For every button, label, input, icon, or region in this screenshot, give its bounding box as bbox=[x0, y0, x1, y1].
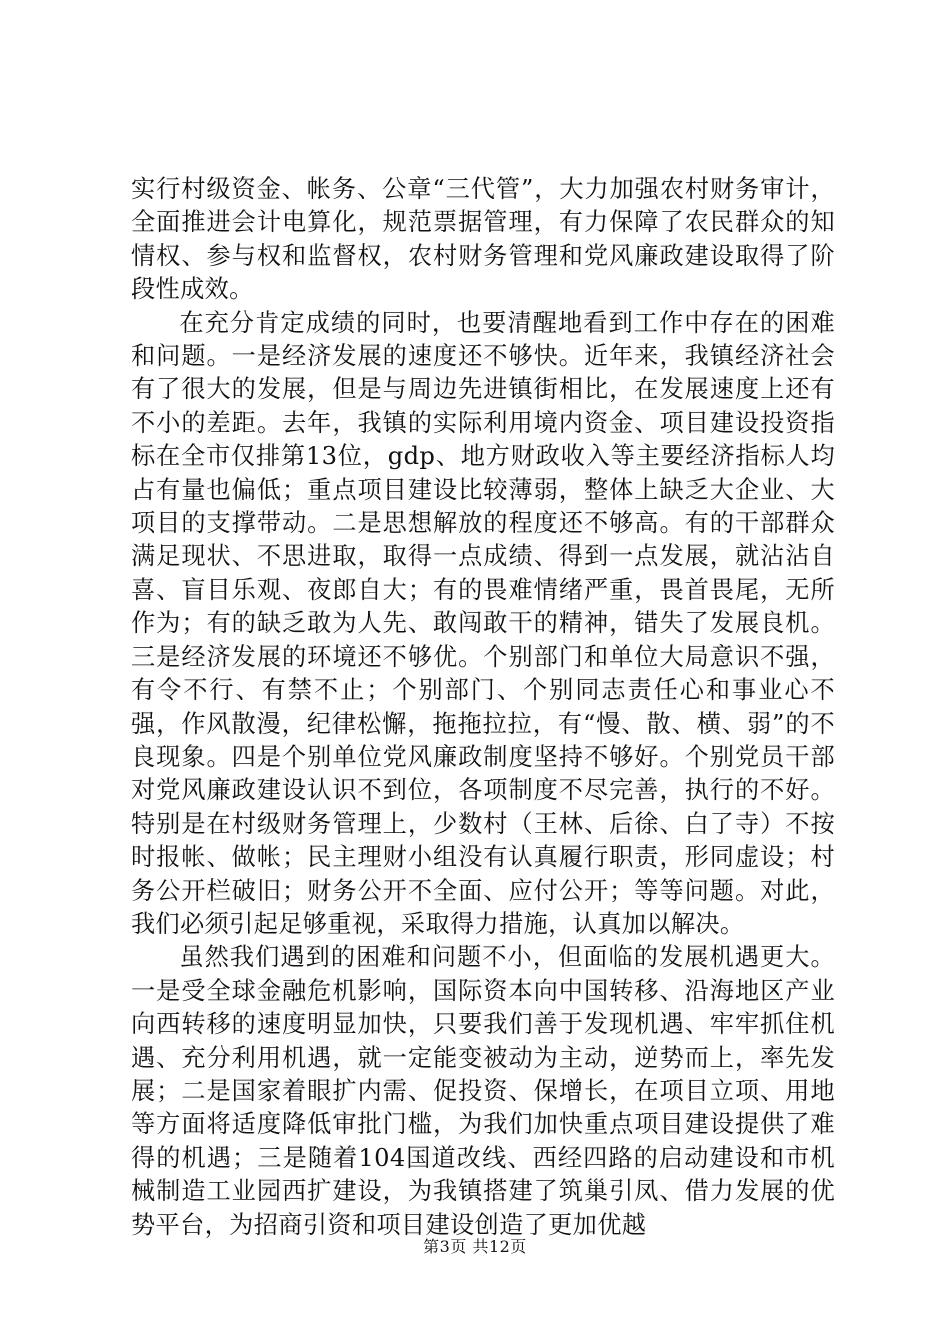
page-footer bbox=[0, 1237, 950, 1257]
paragraph-2: 在充分肯定成绩的同时，也要清醒地看到工作中存在的困难和问题。一是经济发展的速度还不够快。近年来，我镇经济社会有了很大的发展，但是与周边先进镇街相比，在发展速度上还有不小的差距。去年，我镇的实际利用境内资金、项目建设投资指标在全市仅排第13位，gdp、地方财政收入等主要经济指标人均占有量也偏低；重点项目建设比较薄弱，整体上缺乏大企业、大项目的支撑带动。二是思想解放的程度还不够高。有的干部群众满足现状、不思进取，取得一点成绩、得到一点发展，就沾沾自喜、盲目乐观、夜郎自大；有的畏难情绪严重，畏首畏尾，无所作为；有的缺乏敢为人先、敢闯敢干的精神，错失了发展良机。三是经济发展的环境还不够优。个别部门和单位大局意识不强，有令不行、有禁不止；个别部门、个别同志责任心和事业心不强，作风散漫，纪律松懈，拖拖拉拉，有“慢、散、横、弱”的不良现象。四是个别单位党风廉政制度坚持不够好。个别党员干部对党风廉政建设认识不到位，各项制度不尽完善，执行的不好。特别是在村级财务管理上，少数村（王林、后徐、白了寺）不按时报帐、做帐；民主理财小组没有认真履行职责，形同虚设；村务公开栏破旧；财务公开不全面、应付公开；等等问题。对此，我们必须引起足够重视，采取得力措施，认真加以解决。 bbox=[131, 308, 835, 938]
document-body bbox=[131, 173, 835, 1242]
page-number-label: 第3页 共12页 bbox=[423, 1237, 527, 1256]
paragraph-1: 实行村级资金、帐务、公章“三代管”，大力加强农村财务审计，全面推进会计电算化，规范票据管理，有力保障了农民群众的知情权、参与权和监督权，农村财务管理和党风廉政建设取得了阶段性成效。 bbox=[131, 175, 835, 304]
paragraph-3: 虽然我们遇到的困难和问题不小，但面临的发展机遇更大。一是受全球金融危机影响，国际资本向中国转移、沿海地区产业向西转移的速度明显加快，只要我们善于发现机遇、牢牢抓住机遇、充分利用机遇，就一定能变被动为主动，逆势而上，率先发展；二是国家着眼扩内需、促投资、保增长，在项目立项、用地等方面将适度降低审批门槛，为我们加快重点项目建设提供了难得的机遇；三是随着104国道改线、西经四路的启动建设和市机械制造工业园西扩建设，为我镇搭建了筑巢引凤、借力发展的优势平台，为招商引资和项目建设创造了更加优越 bbox=[131, 943, 835, 1239]
